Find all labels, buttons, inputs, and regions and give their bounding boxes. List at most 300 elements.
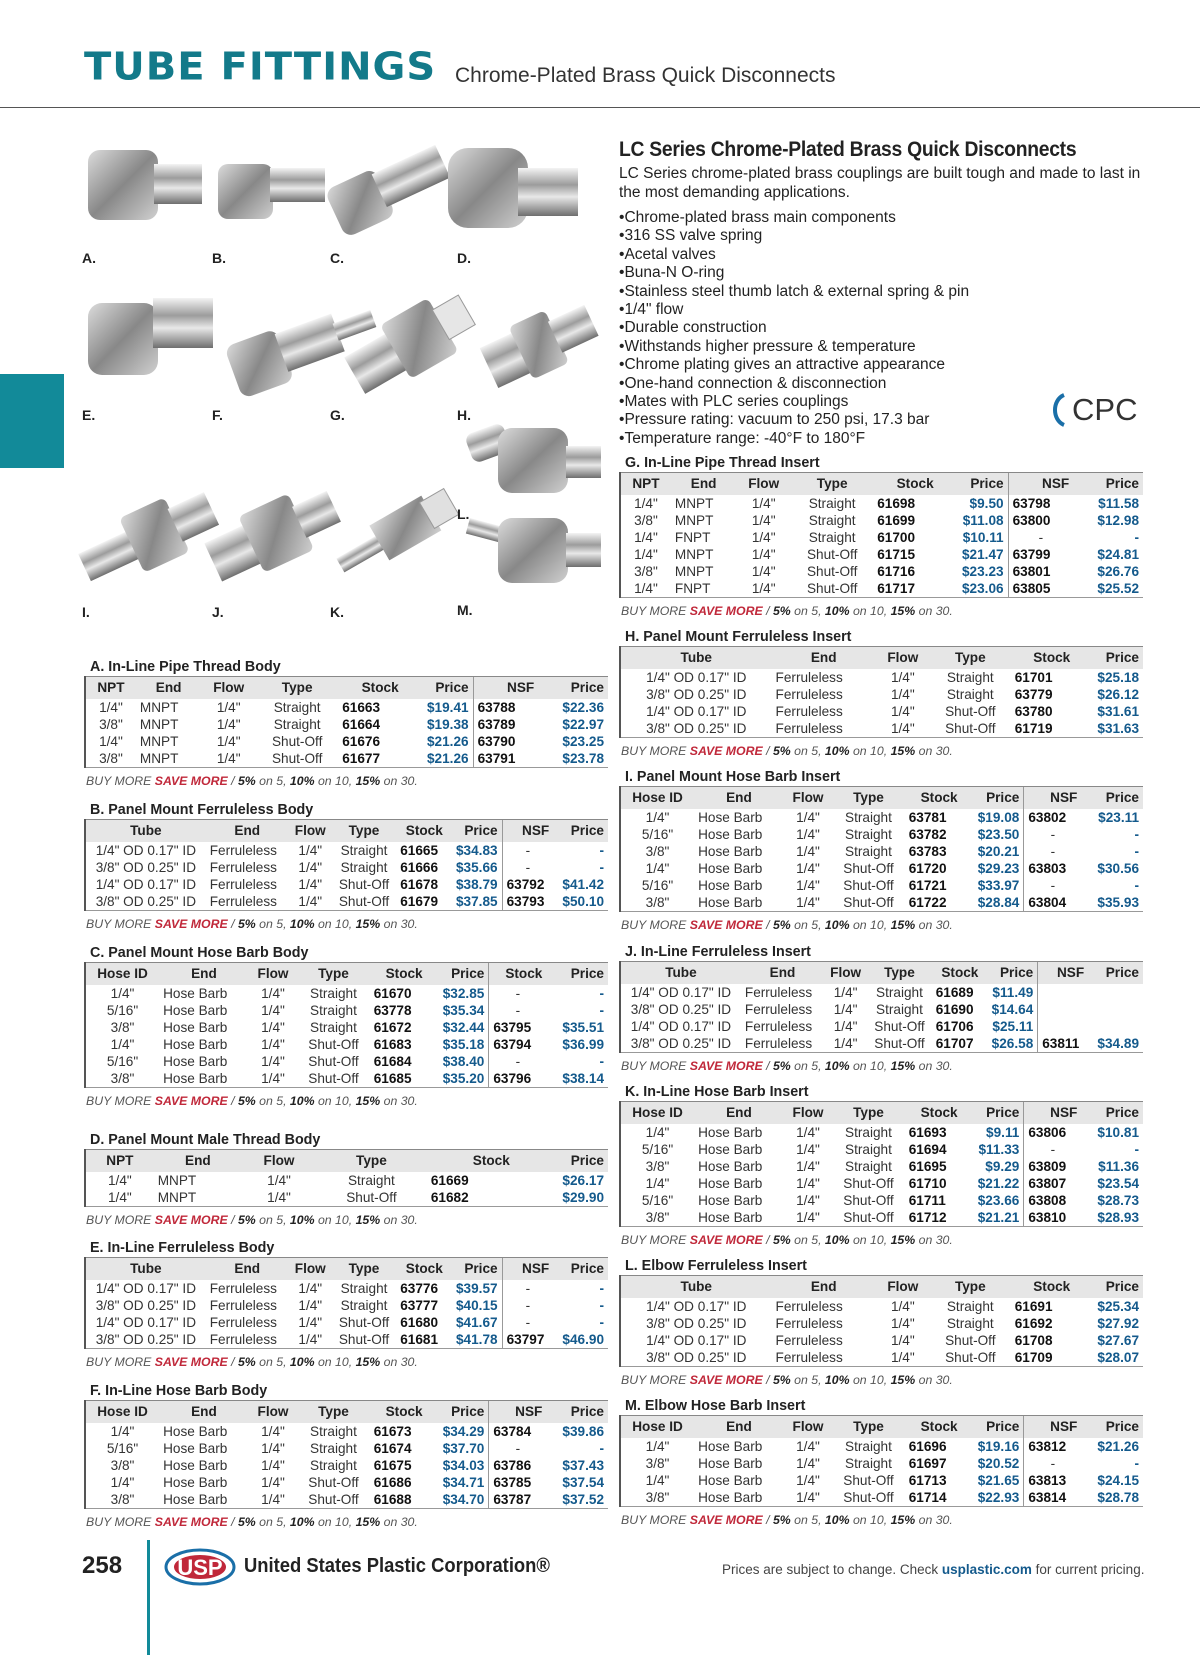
- cpc-mark-icon: [1046, 392, 1072, 428]
- table-cell: $32.85: [442, 985, 485, 1001]
- table-cell: 3/8": [99, 716, 123, 732]
- discount-note: [621, 744, 1143, 760]
- discount-text: BUY MORE: [621, 1512, 690, 1527]
- table-cell: 1/4": [890, 686, 915, 702]
- table-row: [620, 1192, 1143, 1209]
- table-cell: Hose Barb: [698, 1141, 763, 1157]
- table-cell: $29.90: [562, 1189, 604, 1205]
- table-cell: $25.11: [992, 1018, 1034, 1034]
- table-cell: 61689: [935, 984, 974, 1000]
- table-cell: $34.03: [442, 1457, 485, 1473]
- table-cell: 63796: [489, 1070, 547, 1088]
- table-row: [85, 733, 608, 750]
- table-block-k: [619, 1083, 1143, 1249]
- table-cell: MNPT: [139, 716, 179, 732]
- column-header: Flow: [876, 647, 930, 669]
- table-cell: $10.81: [1097, 1124, 1139, 1140]
- table-cell: 1/4" OD 0.17" ID: [646, 669, 747, 685]
- discount-text: on 30.: [380, 916, 418, 931]
- table-cell: 1/4": [634, 580, 658, 596]
- photo-label: C.: [330, 250, 344, 266]
- table-cell: 63811: [1038, 1035, 1088, 1053]
- column-header: Hose ID: [620, 1416, 694, 1438]
- table-cell: Straight: [340, 1280, 388, 1296]
- table-cell: $22.36: [562, 699, 604, 715]
- table-cell: Shut-Off: [945, 1349, 996, 1365]
- table-cell: Hose Barb: [163, 1036, 228, 1052]
- discount-text: on 10,: [849, 917, 891, 932]
- discount-text: on 30.: [915, 1372, 953, 1387]
- photo-label: I.: [82, 604, 90, 620]
- table-cell: 61706: [935, 1018, 974, 1034]
- column-header: Price: [1074, 1276, 1143, 1298]
- table-cell: 1/4": [261, 1491, 285, 1507]
- table-cell: 61699: [877, 512, 916, 528]
- discount-text: 5%: [772, 1058, 791, 1073]
- table-cell: 1/4": [634, 495, 658, 511]
- table-cell: Shut-Off: [308, 1036, 359, 1052]
- table-cell: 63801: [1008, 563, 1073, 580]
- table-cell: Straight: [946, 1298, 994, 1314]
- feature-item: • Temperature range: -40°F to 180°F: [619, 430, 1159, 448]
- fitting-a-icon: [88, 150, 202, 220]
- table-cell: Shut-Off: [338, 1314, 390, 1330]
- discount-text: on 30.: [915, 1058, 953, 1073]
- table-row: [85, 876, 608, 893]
- table-row: [620, 580, 1143, 598]
- table-block-j: [619, 943, 1143, 1075]
- discount-note: [621, 604, 1143, 620]
- table-cell: 61710: [908, 1175, 947, 1191]
- table-cell: $9.11: [986, 1124, 1020, 1140]
- table-cell: 1/4": [261, 1002, 285, 1018]
- table-cell: 61677: [342, 750, 381, 766]
- column-header: Price: [427, 1401, 489, 1423]
- site-link[interactable]: usplastic.com: [941, 1562, 1032, 1577]
- price-table: [84, 819, 608, 911]
- column-header: NPT: [85, 1150, 154, 1172]
- table-cell: 61712: [908, 1209, 947, 1225]
- table-row: [620, 1001, 1143, 1018]
- table-cell: 5/16": [641, 1141, 674, 1157]
- column-header: Stock: [338, 677, 402, 699]
- table-cell: 1/4": [645, 860, 670, 876]
- discount-text: SAVE MORE: [689, 603, 763, 618]
- table-row: [85, 1053, 608, 1070]
- table-cell: -: [502, 842, 553, 859]
- table-cell: Straight: [310, 1002, 357, 1018]
- column-header: Tube: [85, 1258, 206, 1280]
- discount-text: on 30.: [380, 773, 418, 788]
- table-cell: 1/4": [645, 809, 670, 825]
- table-cell: Hose Barb: [163, 1002, 228, 1018]
- discount-text: 5%: [772, 603, 791, 618]
- column-header: Stock: [370, 963, 427, 985]
- table-cell: Ferruleless: [775, 720, 843, 736]
- table-cell: 61674: [373, 1440, 412, 1456]
- table-cell: $37.52: [562, 1491, 604, 1507]
- table-title: M. Elbow Hose Barb Insert: [625, 1398, 806, 1414]
- footer-divider: [147, 1540, 150, 1655]
- table-cell: Hose Barb: [163, 1053, 228, 1069]
- table-cell: 61688: [373, 1491, 412, 1507]
- table-cell: [1038, 1001, 1088, 1018]
- table-cell: $22.93: [977, 1489, 1020, 1505]
- table-cell: 63789: [473, 716, 538, 733]
- table-cell: 1/4": [107, 1172, 132, 1188]
- table-cell: 61722: [908, 894, 947, 910]
- table-cell: $11.58: [1098, 495, 1139, 511]
- column-header: End: [136, 677, 201, 699]
- fitting-b-icon: [218, 164, 325, 219]
- table-cell: 1/4": [261, 1070, 285, 1086]
- discount-text: BUY MORE: [621, 917, 690, 932]
- table-cell: -: [489, 1002, 547, 1019]
- column-header: End: [206, 820, 289, 842]
- table-cell: 63804: [1024, 894, 1082, 912]
- table-row: [85, 1297, 608, 1314]
- table-cell: $25.52: [1097, 580, 1139, 596]
- table-cell: 5/16": [106, 1053, 139, 1069]
- table-row: [620, 809, 1143, 826]
- table-cell: Hose Barb: [698, 1438, 763, 1454]
- table-cell: -: [1024, 877, 1082, 894]
- table-cell: $35.66: [456, 859, 498, 875]
- table-cell: 3/8": [110, 1019, 135, 1035]
- table-title: K. In-Line Hose Barb Insert: [625, 1084, 809, 1100]
- table-cell: 1/4" OD 0.17" ID: [95, 876, 197, 892]
- table-cell: 61664: [342, 716, 381, 732]
- table-title: F. In-Line Hose Barb Body: [90, 1383, 268, 1399]
- discount-text: 10%: [289, 1093, 315, 1108]
- table-row: [85, 893, 608, 911]
- usp-logo: [164, 1547, 236, 1587]
- table-row: [620, 512, 1143, 529]
- table-cell: $21.26: [427, 733, 469, 749]
- fitting-m-icon: [466, 518, 601, 583]
- table-title: A. In-Line Pipe Thread Body: [90, 659, 281, 675]
- discount-text: on 10,: [849, 1512, 891, 1527]
- table-cell: Straight: [340, 1297, 388, 1313]
- table-row: [620, 843, 1143, 860]
- table-row: [620, 1298, 1143, 1315]
- table-cell: 63797: [502, 1331, 553, 1349]
- table-cell: Hose Barb: [163, 1070, 228, 1086]
- discount-text: 15%: [355, 1093, 381, 1108]
- table-cell: Ferruleless: [209, 1331, 277, 1347]
- table-cell: FNPT: [674, 529, 711, 545]
- price-table: [619, 472, 1143, 598]
- price-table: [84, 1149, 608, 1207]
- table-cell: Straight: [946, 1315, 994, 1331]
- column-header: NSF: [502, 820, 553, 842]
- price-table: [619, 1101, 1143, 1227]
- table-cell: Shut-Off: [843, 1192, 894, 1208]
- feature-item: • 1/4" flow: [619, 301, 1159, 319]
- feature-item: • Durable construction: [619, 319, 1159, 337]
- photo-label: A.: [82, 250, 96, 266]
- table-cell: 3/8" OD 0.25" ID: [95, 859, 197, 875]
- table-cell: 61675: [373, 1457, 412, 1473]
- table-row: [85, 1036, 608, 1053]
- table-cell: 1/4": [110, 1036, 135, 1052]
- table-cell: Straight: [808, 512, 856, 528]
- cpc-brand: CPC: [1072, 392, 1138, 427]
- table-cell: Hose Barb: [698, 1209, 763, 1225]
- table-cell: Hose Barb: [163, 1474, 228, 1490]
- table-cell: $23.06: [962, 580, 1004, 596]
- table-row: [620, 1124, 1143, 1141]
- discount-text: SAVE MORE: [154, 1354, 228, 1369]
- table-cell: 1/4": [261, 1053, 285, 1069]
- table-cell: Straight: [310, 1423, 357, 1439]
- table-cell: Hose Barb: [698, 809, 763, 825]
- column-header: Type: [832, 787, 905, 809]
- column-header: Flow: [784, 1416, 832, 1438]
- table-cell: Shut-Off: [843, 1175, 894, 1191]
- table-cell: 3/8": [110, 1491, 135, 1507]
- column-header: NSF: [1038, 962, 1088, 984]
- table-cell: Straight: [845, 1455, 892, 1471]
- discount-text: BUY MORE: [86, 1212, 155, 1227]
- table-cell: -: [502, 1297, 553, 1314]
- table-cell: 1/4": [796, 1438, 820, 1454]
- table-cell: Hose Barb: [163, 1491, 228, 1507]
- column-header: Flow: [876, 1276, 930, 1298]
- table-cell: $34.71: [442, 1474, 485, 1490]
- table-cell: $25.34: [1097, 1298, 1139, 1314]
- table-title: C. Panel Mount Hose Barb Body: [90, 945, 309, 961]
- table-cell: Shut-Off: [843, 860, 894, 876]
- table-cell: Ferruleless: [209, 893, 277, 909]
- price-table: [619, 786, 1143, 912]
- table-cell: Straight: [946, 686, 994, 702]
- table-cell: 3/8" OD 0.25" ID: [95, 893, 197, 909]
- discount-text: /: [762, 743, 773, 758]
- column-header: Price: [514, 1150, 608, 1172]
- discount-text: on 5,: [255, 1514, 290, 1529]
- discount-text: /: [762, 1058, 773, 1073]
- table-cell: 61709: [1014, 1349, 1053, 1365]
- table-cell: 61682: [430, 1189, 469, 1205]
- column-header: Stock: [396, 1258, 447, 1280]
- price-table: [84, 1257, 608, 1349]
- table-cell: 1/4": [216, 699, 241, 715]
- table-row: [85, 1314, 608, 1331]
- table-cell: 63807: [1024, 1175, 1082, 1192]
- table-title: I. Panel Mount Hose Barb Insert: [625, 769, 841, 785]
- price-table: [84, 1400, 608, 1509]
- table-cell: 61676: [342, 733, 381, 749]
- table-cell: 1/4": [833, 1035, 858, 1051]
- table-cell: 1/4": [751, 495, 776, 511]
- table-cell: 1/4": [261, 1036, 285, 1052]
- table-cell: Shut-Off: [806, 546, 858, 562]
- table-cell: [1088, 1001, 1143, 1018]
- table-cell: 63798: [1008, 495, 1073, 512]
- table-cell: Shut-Off: [945, 703, 996, 719]
- discount-text: 5%: [237, 1212, 256, 1227]
- table-cell: Hose Barb: [698, 1175, 763, 1191]
- table-cell: 1/4": [833, 984, 858, 1000]
- table-cell: 63792: [502, 876, 553, 893]
- table-cell: $14.64: [991, 1001, 1034, 1017]
- table-cell: 63805: [1008, 580, 1073, 598]
- table-row: [85, 1172, 608, 1189]
- discount-text: 5%: [772, 743, 791, 758]
- column-header: Flow: [289, 1258, 332, 1280]
- table-cell: [1088, 984, 1143, 1001]
- table-cell: 1/4": [796, 894, 820, 910]
- table-cell: 61697: [908, 1455, 947, 1471]
- page-subtitle: Chrome-Plated Brass Quick Disconnects: [455, 64, 836, 87]
- table-cell: 1/4": [634, 546, 658, 562]
- price-table: [84, 962, 608, 1088]
- table-cell: $31.61: [1097, 703, 1139, 719]
- discount-text: on 30.: [915, 743, 953, 758]
- table-cell: 1/4" OD 0.17" ID: [95, 1280, 197, 1296]
- discount-text: on 10,: [849, 743, 891, 758]
- table-cell: Shut-Off: [843, 1489, 894, 1505]
- discount-note: [86, 1094, 608, 1110]
- table-cell: 1/4": [890, 669, 915, 685]
- discount-text: on 5,: [790, 1232, 825, 1247]
- discount-text: SAVE MORE: [154, 773, 228, 788]
- table-cell: 3/8": [110, 1070, 135, 1086]
- table-cell: $9.50: [969, 495, 1004, 511]
- discount-note: [86, 774, 608, 790]
- discount-text: 5%: [772, 1512, 791, 1527]
- table-cell: $22.97: [562, 716, 604, 732]
- table-row: [85, 1440, 608, 1457]
- discount-text: on 30.: [915, 917, 953, 932]
- table-cell: Straight: [876, 1001, 923, 1017]
- table-cell: 61678: [400, 876, 439, 892]
- table-cell: Straight: [310, 1019, 357, 1035]
- table-row: [620, 1472, 1143, 1489]
- column-header: Flow: [784, 787, 832, 809]
- table-cell: Ferruleless: [775, 669, 843, 685]
- table-block-a: [84, 658, 608, 790]
- price-note: [722, 1562, 1144, 1577]
- table-cell: -: [1024, 1141, 1082, 1158]
- table-cell: 1/4": [99, 699, 123, 715]
- discount-text: on 30.: [380, 1212, 418, 1227]
- table-cell: 3/8": [645, 843, 670, 859]
- table-row: [620, 495, 1143, 512]
- column-header: End: [694, 787, 784, 809]
- column-header: Type: [930, 647, 1011, 669]
- column-header: NSF: [1024, 1416, 1082, 1438]
- feature-item: • Pressure rating: vacuum to 250 psi, 17.3 bar: [619, 411, 1159, 429]
- table-cell: 1/4": [645, 1175, 670, 1191]
- table-cell: 5/16": [106, 1002, 139, 1018]
- table-cell: $26.58: [991, 1035, 1034, 1051]
- table-cell: 63784: [489, 1423, 547, 1440]
- table-cell: Shut-Off: [308, 1053, 359, 1069]
- table-cell: Straight: [845, 809, 892, 825]
- table-cell: 63803: [1024, 860, 1082, 877]
- table-cell: 61686: [373, 1474, 412, 1490]
- table-cell: 63790: [473, 733, 538, 750]
- column-header: Stock: [489, 963, 547, 985]
- table-cell: 5/16": [641, 1192, 674, 1208]
- discount-text: 15%: [355, 1212, 381, 1227]
- feature-item: • Mates with PLC series couplings: [619, 393, 1159, 411]
- column-header: NPT: [85, 677, 136, 699]
- discount-text: on 30.: [915, 1512, 953, 1527]
- column-header: Tube: [85, 820, 206, 842]
- photo-label: D.: [457, 250, 471, 266]
- discount-note: [86, 1355, 608, 1371]
- table-cell: 1/4" OD 0.17" ID: [646, 1332, 747, 1348]
- table-cell: 3/8" OD 0.25" ID: [630, 1001, 732, 1017]
- table-cell: 61720: [908, 860, 947, 876]
- column-header: End: [694, 1102, 784, 1124]
- table-cell: Ferruleless: [209, 1280, 277, 1296]
- table-cell: $21.26: [427, 750, 469, 766]
- table-block-l: [619, 1257, 1143, 1389]
- table-cell: -: [1024, 826, 1082, 843]
- table-cell: -: [599, 1440, 604, 1456]
- table-cell: 1/4": [298, 1314, 323, 1330]
- table-cell: $11.49: [992, 984, 1034, 1000]
- fitting-k-icon: [330, 484, 461, 583]
- column-header: NPT: [620, 473, 671, 495]
- column-header: Price: [962, 787, 1024, 809]
- table-cell: Shut-Off: [271, 750, 323, 766]
- table-cell: 1/4": [298, 1280, 323, 1296]
- column-header: NSF: [489, 1401, 547, 1423]
- feature-item: • Chrome plating gives an attractive appearance: [619, 356, 1159, 374]
- column-header: Type: [332, 1258, 396, 1280]
- table-cell: Shut-Off: [843, 894, 894, 910]
- column-header: Hose ID: [620, 1102, 694, 1124]
- table-cell: Shut-Off: [338, 876, 390, 892]
- table-cell: 1/4": [796, 1175, 820, 1191]
- table-row: [620, 1455, 1143, 1472]
- column-header: Type: [867, 962, 932, 984]
- table-cell: $33.97: [977, 877, 1020, 893]
- table-cell: 61680: [400, 1314, 439, 1330]
- table-cell: Ferruleless: [209, 842, 277, 858]
- discount-text: SAVE MORE: [154, 1212, 228, 1227]
- column-header: NSF: [1008, 473, 1073, 495]
- table-cell: 1/4": [634, 529, 658, 545]
- column-header: Price: [982, 962, 1037, 984]
- fitting-j-icon: [200, 478, 347, 590]
- table-row: [620, 1175, 1143, 1192]
- column-header: Type: [832, 1102, 905, 1124]
- table-cell: Shut-Off: [843, 1472, 894, 1488]
- column-header: End: [772, 647, 876, 669]
- discount-text: 15%: [890, 917, 916, 932]
- table-cell: $28.84: [977, 894, 1020, 910]
- table-cell: $40.15: [456, 1297, 498, 1313]
- table-cell: $19.41: [427, 699, 469, 715]
- table-cell: 63776: [400, 1280, 439, 1296]
- table-cell: 5/16": [106, 1440, 139, 1456]
- discount-text: 10%: [824, 1232, 850, 1247]
- discount-text: SAVE MORE: [689, 917, 763, 932]
- table-cell: Straight: [845, 1124, 892, 1140]
- table-cell: Hose Barb: [698, 1489, 763, 1505]
- table-cell: Straight: [845, 1141, 892, 1157]
- fitting-l-icon: [464, 422, 601, 493]
- table-cell: 61694: [908, 1141, 947, 1157]
- table-row: [85, 1002, 608, 1019]
- fitting-i-icon: [78, 481, 224, 595]
